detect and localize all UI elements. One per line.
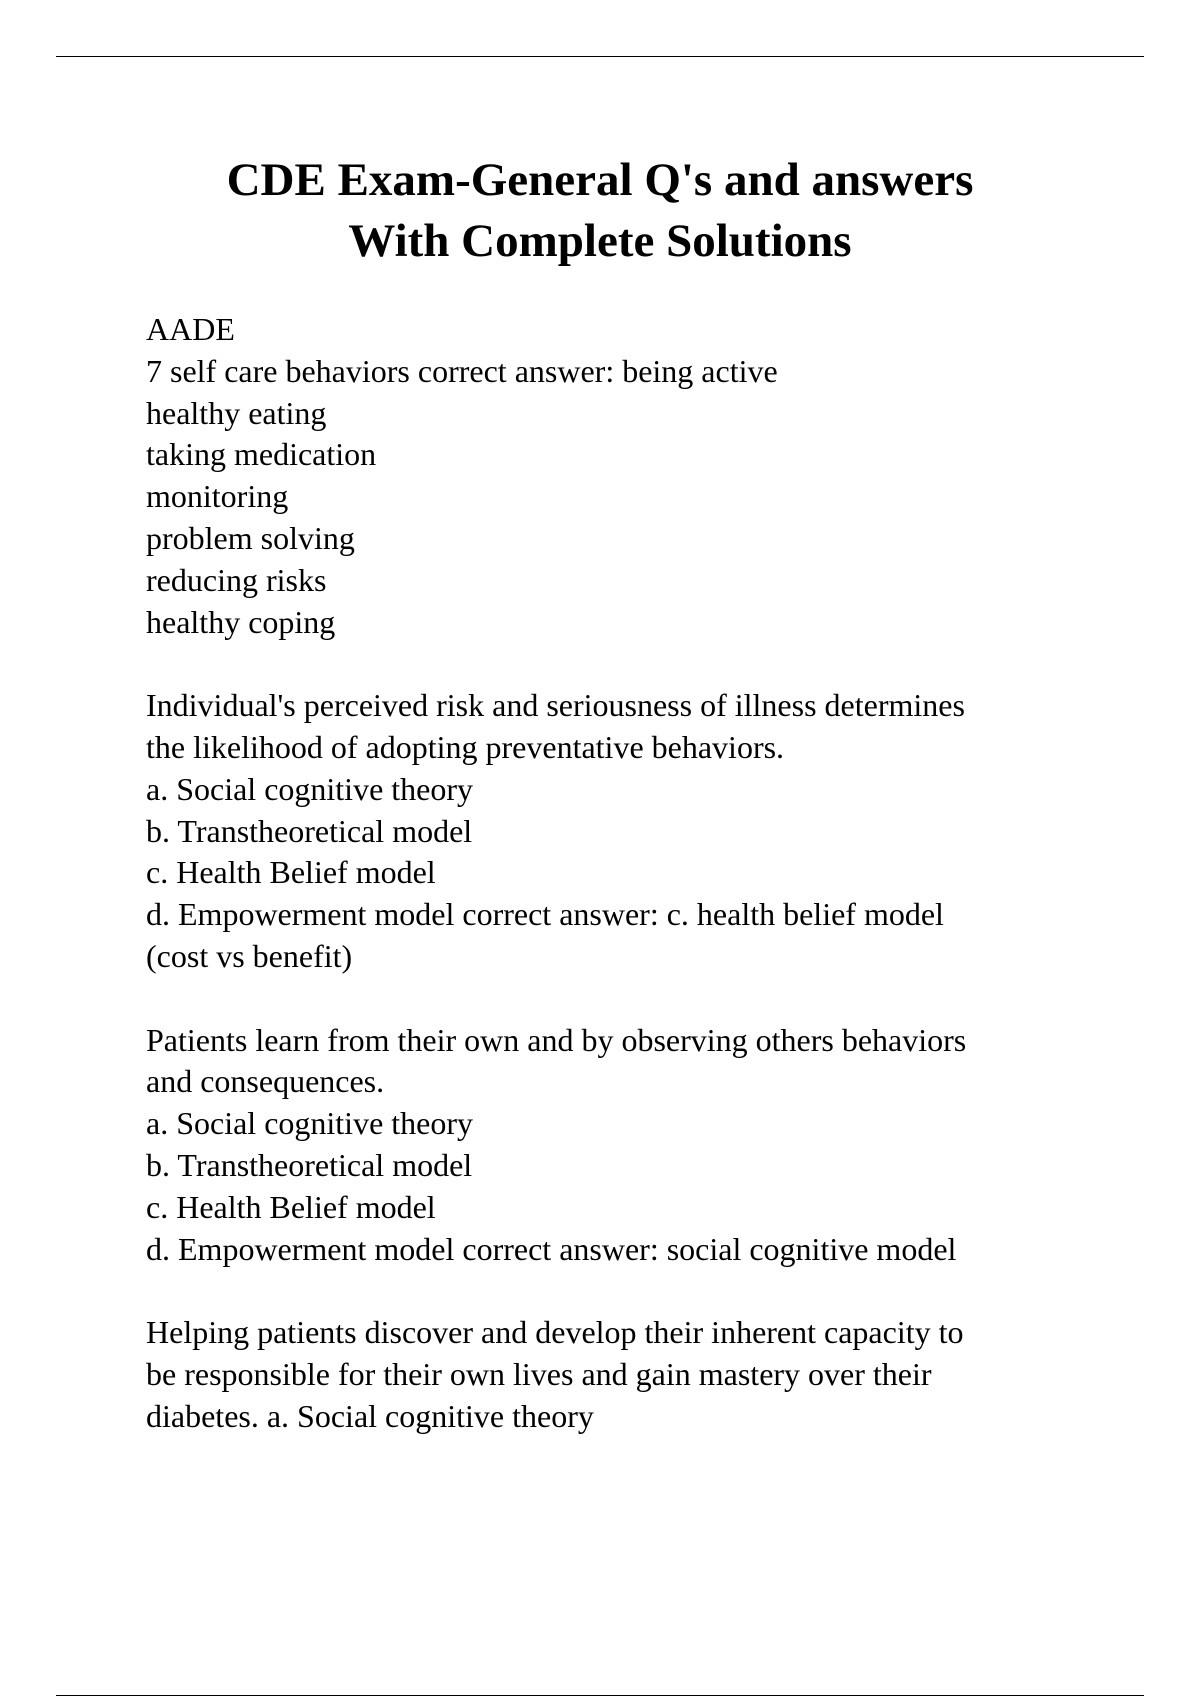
qa-block-social-cognitive bbox=[146, 1020, 1106, 1271]
text-line: c. Health Belief model bbox=[146, 854, 436, 891]
top-divider bbox=[56, 56, 1144, 57]
text-line: 7 self care behaviors correct answer: being active bbox=[146, 352, 778, 389]
text-line: c. Health Belief model bbox=[146, 1188, 436, 1225]
text-line: AADE bbox=[146, 311, 235, 347]
document-body bbox=[146, 309, 1106, 1438]
text-line: healthy coping bbox=[146, 603, 336, 640]
text-line: Helping patients discover and develop their inherent capacity to bbox=[146, 1314, 964, 1351]
text-line: reducing risks bbox=[146, 561, 327, 598]
text-line: Patients learn from their own and by observing others behaviors bbox=[146, 1021, 967, 1058]
text-line: diabetes. a. Social cognitive theory bbox=[146, 1397, 594, 1434]
title-line-2: With Complete Solutions bbox=[348, 215, 852, 267]
text-line: b. Transtheoretical model bbox=[146, 1146, 473, 1183]
paragraph-gap bbox=[146, 978, 1106, 1020]
paragraph-gap bbox=[146, 1270, 1106, 1312]
text-line: a. Social cognitive theory bbox=[146, 1105, 474, 1142]
text-line: d. Empowerment model correct answer: social cognitive model bbox=[146, 1230, 957, 1267]
qa-block-empowerment bbox=[146, 1312, 1106, 1437]
text-line: problem solving bbox=[146, 519, 355, 556]
qa-block-health-belief bbox=[146, 685, 1106, 978]
text-line: a. Social cognitive theory bbox=[146, 770, 474, 807]
text-line: healthy eating bbox=[146, 394, 327, 431]
bottom-divider bbox=[56, 1695, 1144, 1696]
text-line: Individual's perceived risk and seriousness of illness determines bbox=[146, 687, 965, 724]
text-line: and consequences. bbox=[146, 1063, 385, 1100]
text-line: d. Empowerment model correct answer: c. health belief model bbox=[146, 896, 944, 933]
document-title bbox=[100, 150, 1100, 272]
text-line: be responsible for their own lives and gain mastery over their bbox=[146, 1355, 932, 1392]
text-line: monitoring bbox=[146, 478, 289, 515]
qa-block-self-care bbox=[146, 309, 1106, 643]
title-line-1: CDE Exam-General Q's and answers bbox=[226, 154, 974, 206]
paragraph-gap bbox=[146, 643, 1106, 685]
text-line: (cost vs benefit) bbox=[146, 937, 353, 974]
text-line: b. Transtheoretical model bbox=[146, 812, 473, 849]
text-line: taking medication bbox=[146, 436, 377, 473]
text-line: the likelihood of adopting preventative behaviors. bbox=[146, 728, 785, 765]
